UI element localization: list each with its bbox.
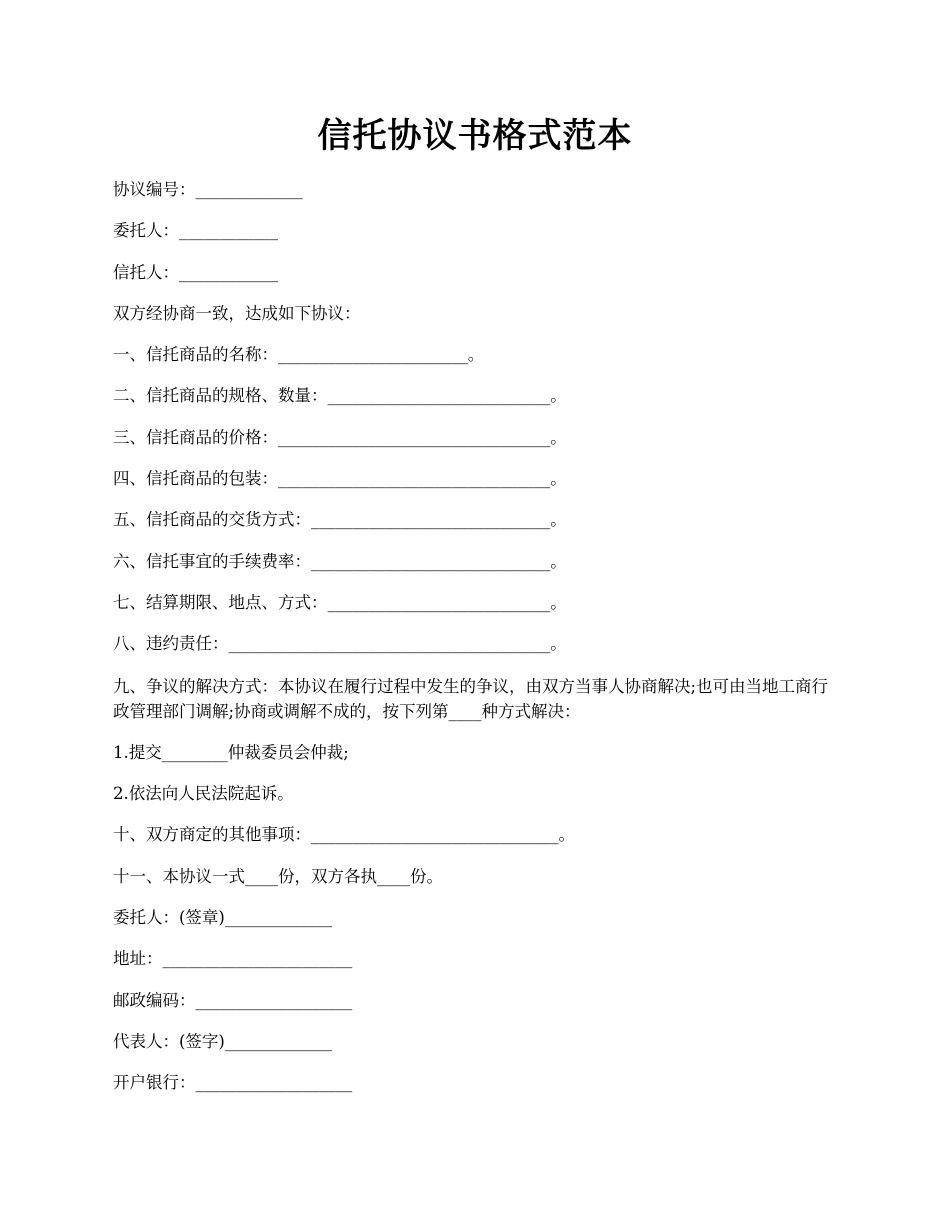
- postal-code-line: 邮政编码：___________________: [113, 990, 353, 1010]
- clause-3-price: 三、信托商品的价格：_________________________________。: [113, 427, 567, 447]
- bank-line: 开户银行：___________________: [113, 1073, 353, 1093]
- document-body: [113, 178, 833, 1113]
- address-line: 地址：_______________________: [113, 949, 353, 969]
- clause-10-other-matters: 十、双方商定的其他事项：______________________________。: [113, 825, 575, 845]
- representative-signature-line: 代表人：(签字)_____________: [113, 1031, 333, 1051]
- agreement-number-line: 协议编号：_____________: [113, 180, 303, 199]
- trustor-signature-line: 委托人：(签章)_____________: [113, 908, 333, 928]
- clause-11-copies: 十一、本协议一式____份，双方各执____份。: [113, 866, 443, 886]
- clause-6-fee-rate: 六、信托事宜的手续费率：_____________________________。: [113, 551, 567, 571]
- clause-7-settlement: 七、结算期限、地点、方式：___________________________。: [113, 592, 567, 612]
- clause-2-specs-quantity: 二、信托商品的规格、数量：___________________________。: [113, 386, 567, 406]
- clause-8-liability: 八、违约责任：_______________________________________。: [113, 634, 567, 654]
- dispute-option-2: 2.依法向人民法院起诉。: [113, 784, 294, 804]
- document-title: 信托协议书格式范本: [317, 116, 633, 156]
- preamble-line: 双方经协商一致，达成如下协议：: [113, 303, 361, 323]
- clause-1-goods-name: 一、信托商品的名称：_______________________。: [113, 345, 485, 365]
- trustor-line: 委托人：____________: [113, 221, 278, 241]
- clause-5-delivery: 五、信托商品的交货方式：_____________________________。: [113, 510, 567, 530]
- clause-4-packaging: 四、信托商品的包装：_________________________________。: [113, 469, 567, 489]
- clause-9-dispute-resolution: 九、争议的解决方式：本协议在履行过程中发生的争议，由双方当事人协商解决;也可由当地工商行政管理部门调解;协商或调解不成的，按下列第____种方式解决：: [113, 676, 829, 721]
- trustee-line: 信托人：____________: [113, 262, 278, 282]
- dispute-option-1: 1.提交________仲裁委员会仲裁;: [113, 742, 349, 762]
